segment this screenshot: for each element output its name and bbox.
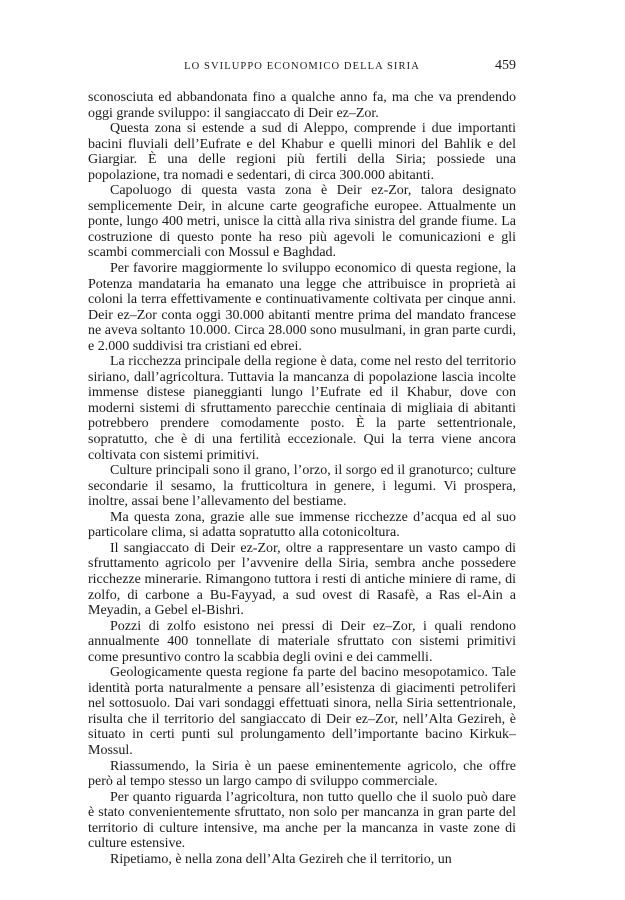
paragraph: Per quanto riguarda l’agricoltura, non tutto quello che il suolo può dare è stato convenientemente sfruttato, non solo per mancanza in gran parte del territorio di culture intensive, ma anche per la mancanza in vaste zone di culture estensive. [88, 789, 516, 852]
paragraph: La ricchezza principale della regione è data, come nel resto del territorio siriano, dall’agricoltura. Tuttavia la mancanza di popolazione lascia incolte immense distese pianeggianti lungo l’Eufrate ed il Khabur, dove con moderni sistemi di sfruttamento parecchie centinaia di migliaia di abitanti potrebbero prendere comodamente posto. È la parte settentrionale, sopratutto, che è di una fertilità eccezionale. Qui la terra viene ancora coltivata con sistemi primitivi. [88, 354, 516, 463]
page-header [88, 58, 516, 80]
paragraph: Il sangiaccato di Deir ez-Zor, oltre a rappresentare un vasto campo di sfruttamento agricolo per l’avvenire della Siria, sembra anche possedere ricchezze minerarie. Rimangono tuttora i resti di antiche miniere di rame, di zolfo, di carbone a Bu-Fayyad, a sud ovest di Rasafè, a Ras el-Ain a Meyadin, a Gebel el-Bishri. [88, 540, 516, 619]
paragraph: Ripetiamo, è nella zona dell’Alta Gezireh che il territorio, un [110, 851, 452, 867]
paragraph: Questa zona si estende a sud di Aleppo, comprende i due importanti bacini fluviali dell’Eufrate e del Khabur e quelli minori del Bahlik e del Giargiar. È una delle regioni più fertili della Siria; possiede una popolazione, tra nomadi e sedentari, di circa 300.000 abitanti. [88, 121, 516, 183]
paragraph: Ma questa zona, grazie alle sue immense ricchezze d’acqua ed al suo particolare clima, si adatta sopratutto alla cotonicoltura. [88, 509, 516, 541]
page-number: 459 [495, 58, 516, 73]
body-text [88, 90, 516, 867]
paragraph: Pozzi di zolfo esistono nei pressi di Deir ez–Zor, i quali rendono annualmente 400 tonnellate di materiale sfruttato con sistemi primitivi come presuntivo contro la scabbia degli ovini e dei cammelli. [88, 618, 516, 665]
paragraph: sconosciuta ed abbandonata fino a qualche anno fa, ma che va prendendo oggi grande sviluppo: il sangiaccato di Deir ez–Zor. [88, 90, 516, 121]
paragraph: Per favorire maggiormente lo sviluppo economico di questa regione, la Potenza mandataria ha emanato una legge che attribuisce in proprietà ai coloni la terra effettivamente e continuativamente coltivata per cinque anni. Deir ez–Zor conta oggi 30.000 abitanti mentre prima del mandato francese ne aveva soltanto 10.000. Circa 28.000 sono musulmani, in gran parte curdi, e 2.000 suddivisi tra cristiani ed ebrei. [88, 261, 516, 354]
paragraph: Culture principali sono il grano, l’orzo, il sorgo ed il granoturco; culture secondarie il sesamo, la frutticoltura in genere, i legumi. Vi prospera, inoltre, assai bene l’allevamento del bestiame. [88, 463, 516, 510]
paragraph: Geologicamente questa regione fa parte del bacino mesopotamico. Tale identità porta naturalmente a pensare all’esistenza di giacimenti petroliferi nel sottosuolo. Dai vari sondaggi effettuati sinora, nella Siria settentrionale, risulta che il territorio del sangiaccato di Deir ez–Zor, nell’Alta Gezireh, è situato in certi punti sul prolungamento dell’importante bacino Kirkuk–Mossul. [88, 665, 516, 758]
paragraph: Riassumendo, la Siria è un paese eminentemente agricolo, che offre però al tempo stesso un largo campo di sviluppo commerciale. [88, 758, 516, 790]
running-title: LO SVILUPPO ECONOMICO DELLA SIRIA [184, 61, 420, 72]
paragraph: Capoluogo di questa vasta zona è Deir ez-Zor, talora designato semplicemente Deir, in alcune carte geografiche europee. Attualmente un ponte, lungo 400 metri, unisce la città alla riva sinistra del grande fiume. La costruzione di questo ponte ha reso più agevoli le comunicazioni e gli scambi commerciali con Mossul e Baghdad. [88, 183, 516, 261]
